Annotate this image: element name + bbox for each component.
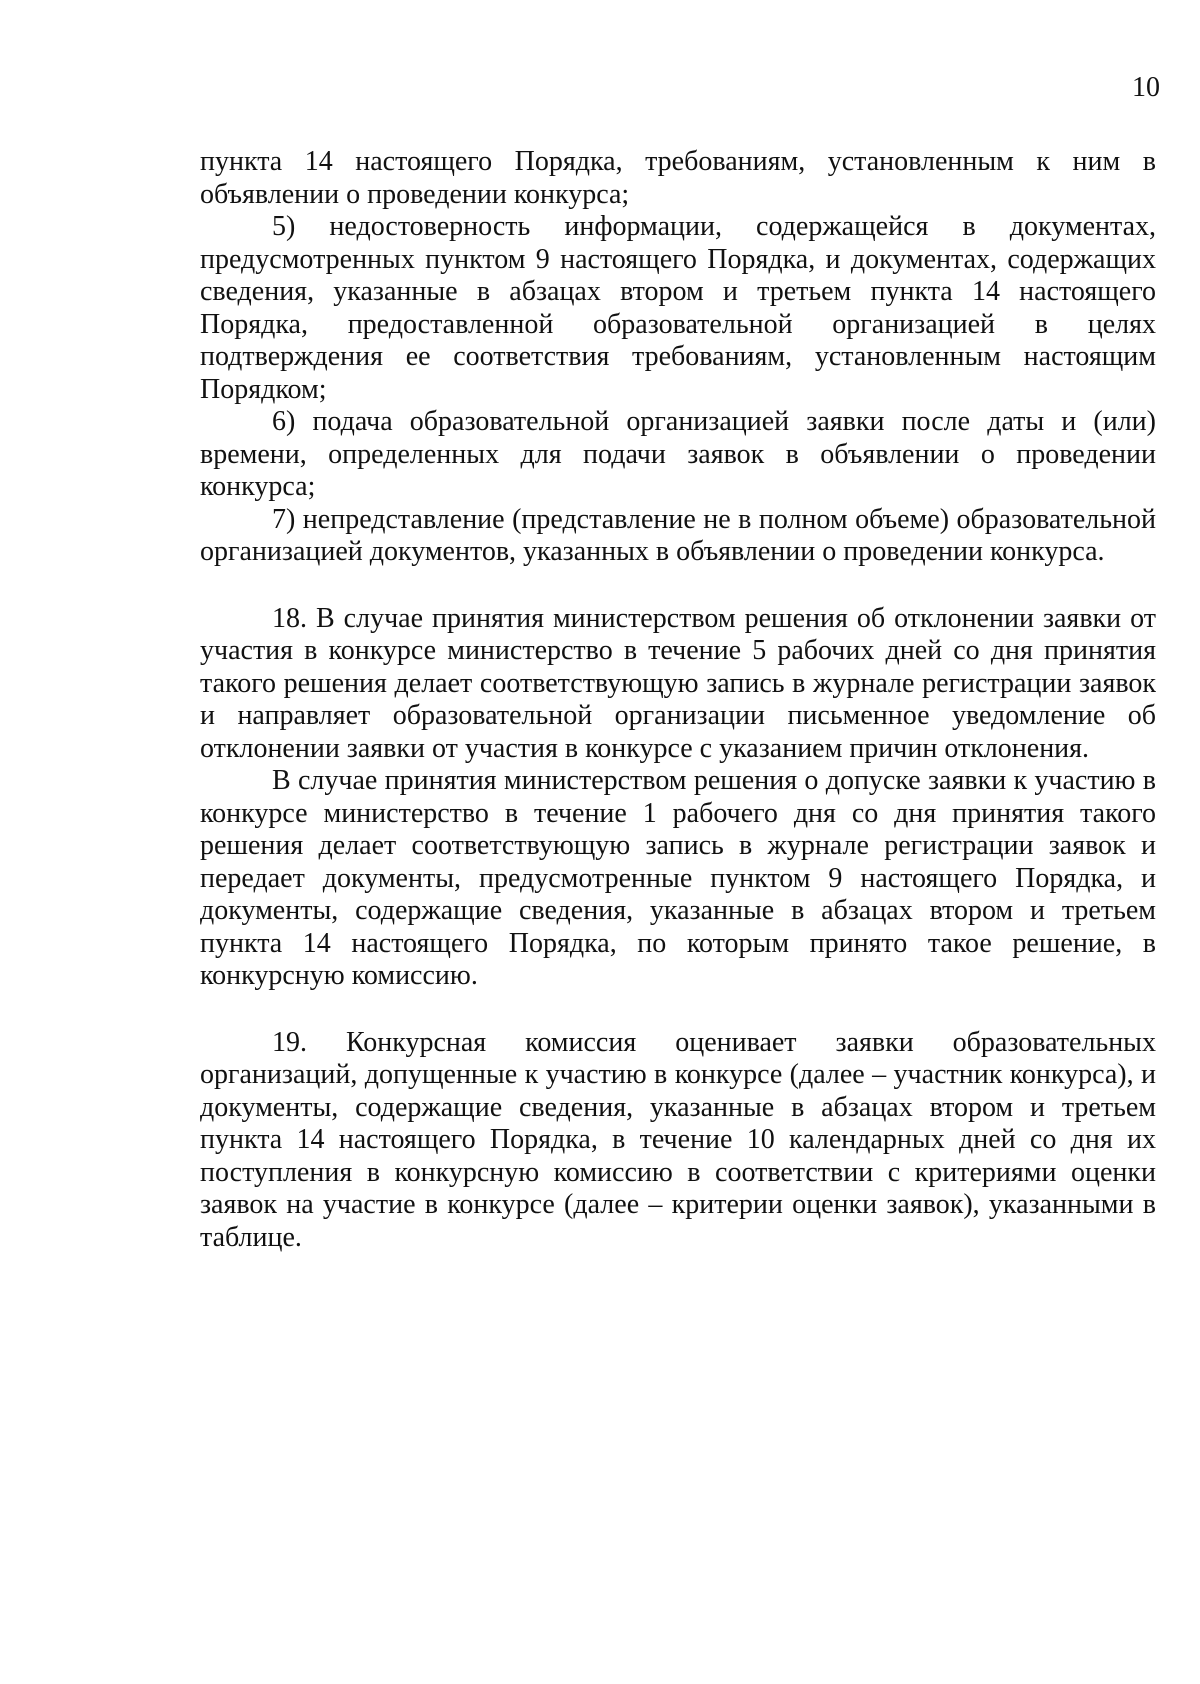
paragraph-section-18: 18. В случае принятия министерством решения об отклонении заявки от участия в конкурсе министерство в течение 5 рабочих дней со дня принятия такого решения делает соответствующую запись в журнале регистрации заявок и направляет образовательной организации письменное уведомление об отклонении заявки от участия в конкурсе с указанием причин отклонения. <box>200 602 1156 764</box>
paragraph-item-7: 7) непредставление (представление не в полном объеме) образовательной организацией документов, указанных в объявлении о проведении конкурса. <box>200 503 1156 567</box>
paragraph-section-18-part-2: В случае принятия министерством решения о допуске заявки к участию в конкурсе министерство в течение 1 рабочего дня со дня принятия такого решения делает соответствующую запись в журнале регистрации заявок и передает документы, предусмотренные пунктом 9 настоящего Порядка, и документы, содержащие сведения, указанные в абзацах втором и третьем пункта 14 настоящего Порядка, по которым принято такое решение, в конкурсную комиссию. <box>200 765 1156 991</box>
paragraph-section-19: 19. Конкурсная комиссия оценивает заявки образовательных организаций, допущенные к участию в конкурсе (далее – участник конкурса), и документы, содержащие сведения, указанные в абзацах втором и третьем пункта 14 настоящего Порядка, в течение 10 календарных дней со дня их поступления в конкурсную комиссию в соответствии с критериями оценки заявок на участие в конкурсе (далее – критерии оценки заявок), указанными в таблице. <box>200 1026 1156 1253</box>
paragraph-continuation: пункта 14 настоящего Порядка, требованиям, установленным к ним в объявлении о проведении конкурса; <box>200 146 1156 210</box>
page-number: 10 <box>1132 72 1160 103</box>
document-body <box>200 146 1156 1254</box>
paragraph-item-6: 6) подача образовательной организацией заявки после даты и (или) времени, определенных для подачи заявок в объявлении о проведении конкурса; <box>200 406 1156 502</box>
paragraph-item-5: 5) недостоверность информации, содержащейся в документах, предусмотренных пунктом 9 настоящего Порядка, и документах, содержащих сведения, указанные в абзацах втором и третьем пункта 14 настоящего Порядка, предоставленной образовательной организацией в целях подтверждения ее соответствия требованиям, установленным настоящим Порядком; <box>200 211 1156 405</box>
